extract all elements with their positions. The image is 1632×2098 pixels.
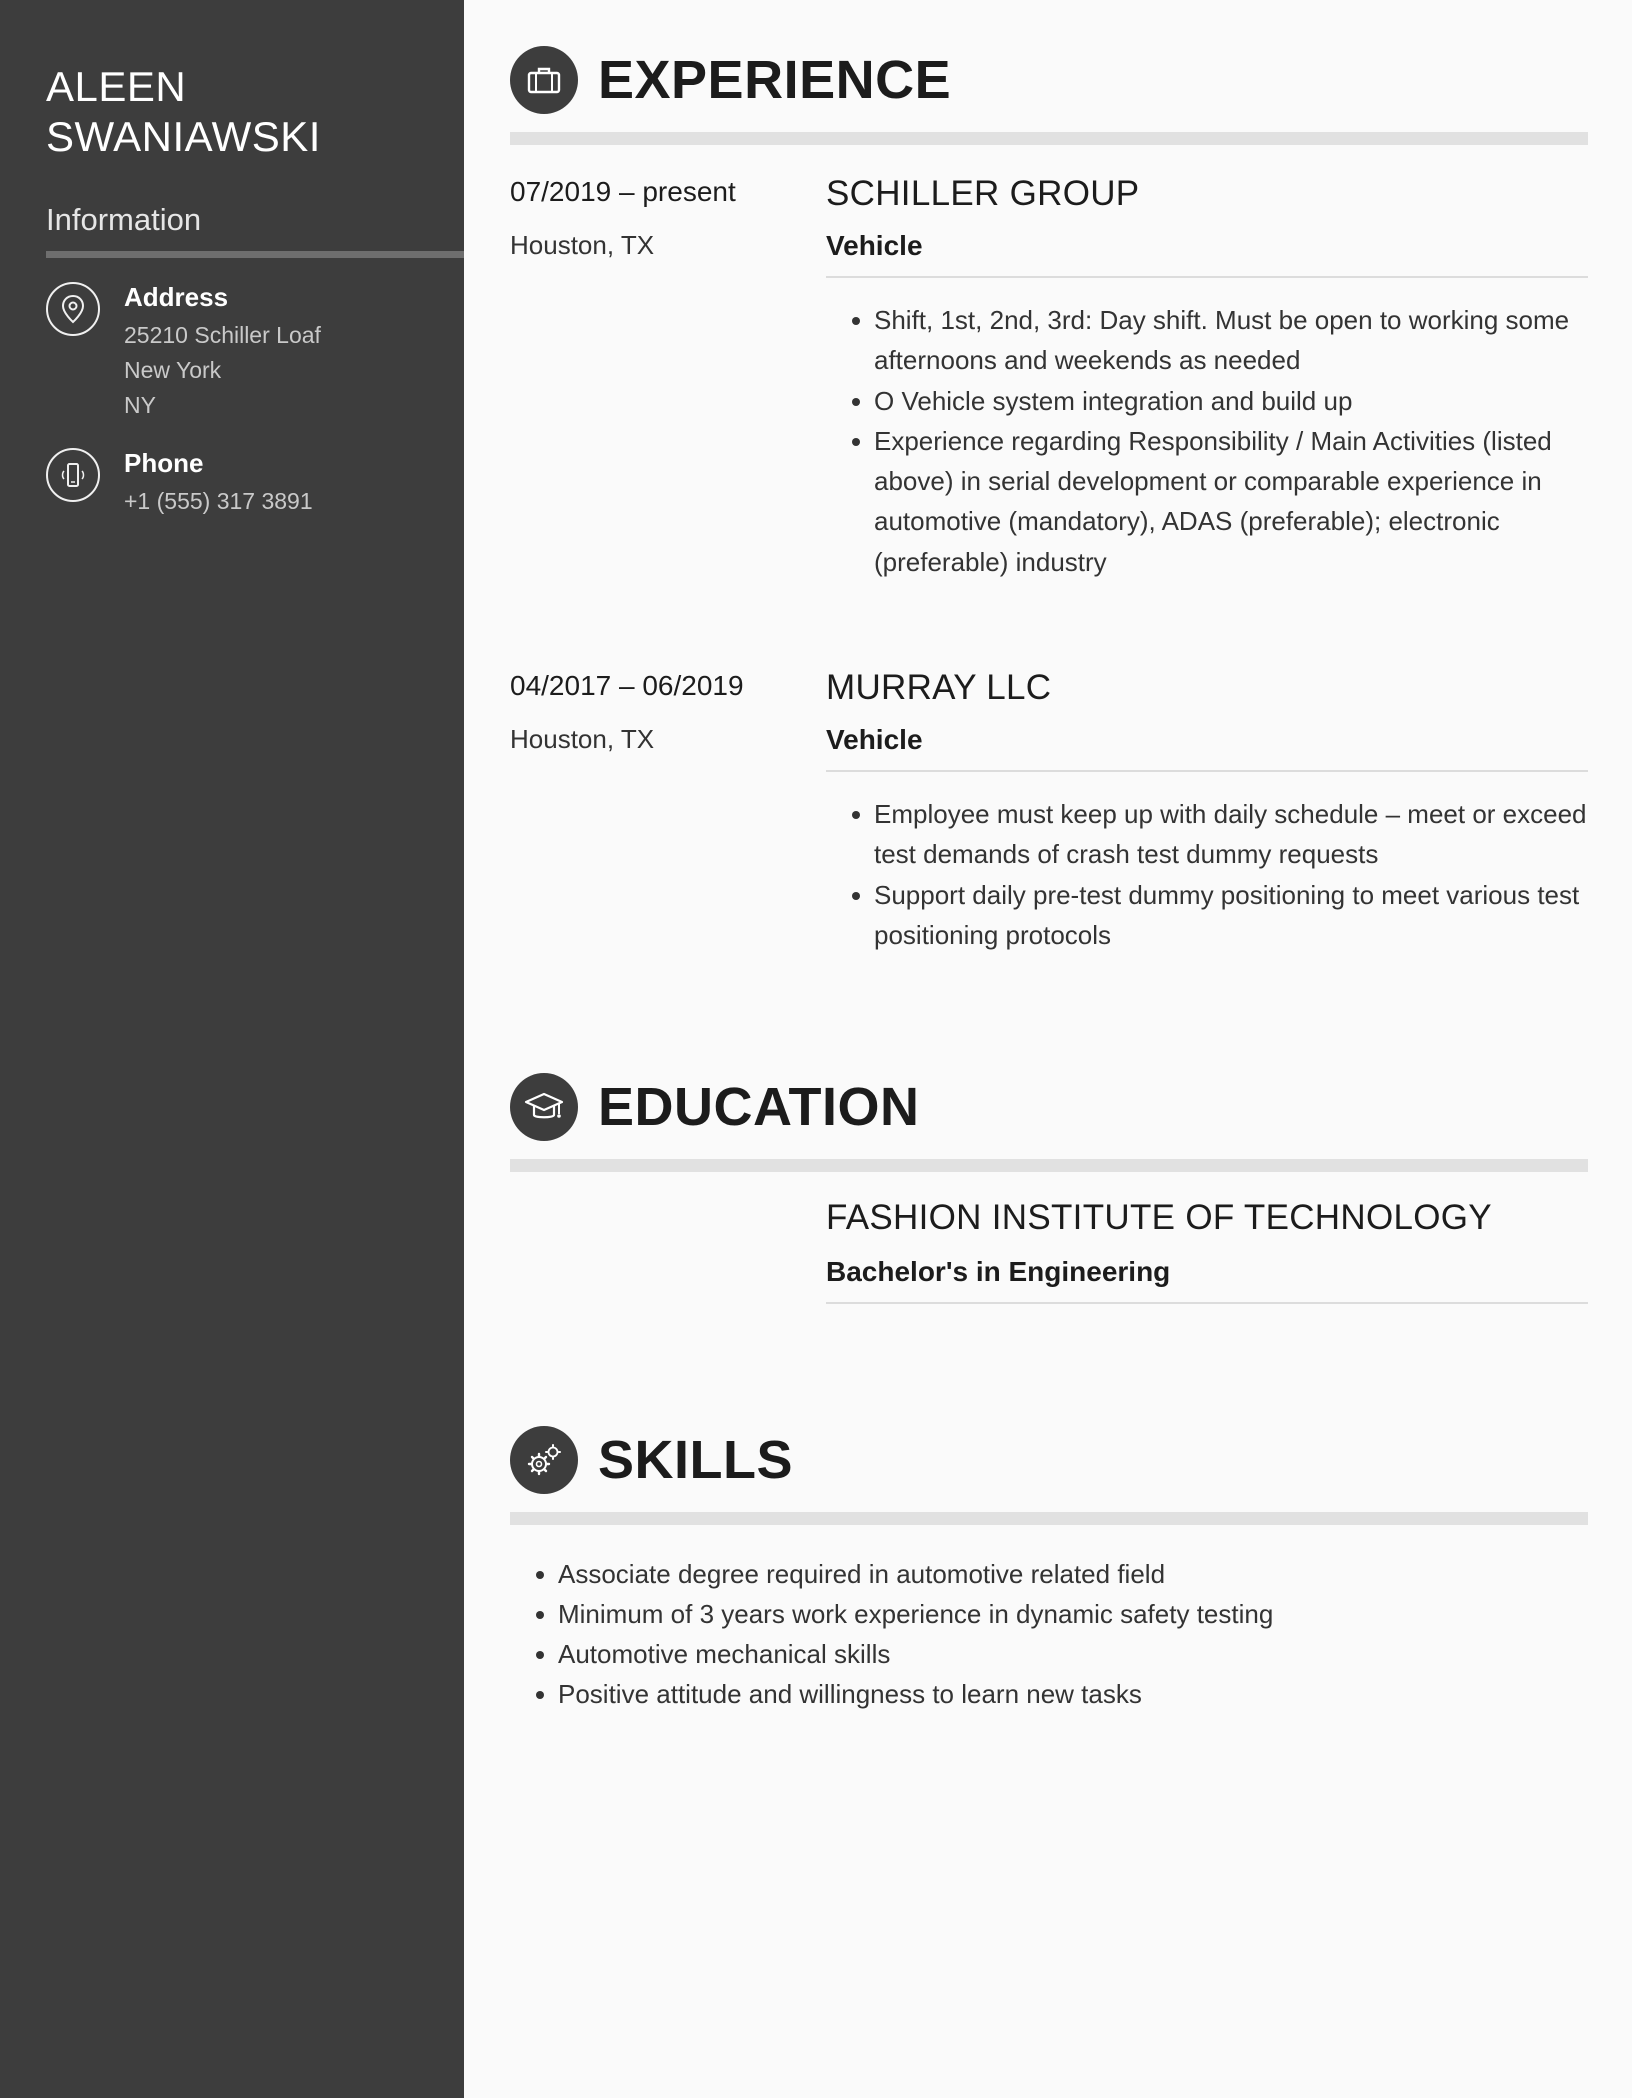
- phone-label: Phone: [124, 448, 204, 478]
- graduation-cap-icon: [510, 1073, 578, 1141]
- list-item: Minimum of 3 years work experience in dynamic safety testing: [558, 1594, 1558, 1634]
- briefcase-icon: [510, 46, 578, 114]
- address-label: Address: [124, 282, 229, 312]
- job-location: Houston, TX: [510, 230, 655, 260]
- address-line: New York: [124, 357, 222, 383]
- school-name: FASHION INSTITUTE OF TECHNOLOGY: [826, 1198, 1492, 1237]
- address-lines: [124, 318, 321, 423]
- degree: Bachelor's in Engineering: [826, 1256, 1171, 1287]
- phone-lines: [124, 484, 313, 519]
- experience-divider: [510, 132, 1588, 145]
- skills-title: SKILLS: [598, 1430, 794, 1490]
- address-line: 25210 Schiller Loaf: [124, 322, 321, 348]
- job-bullets: [874, 300, 1588, 582]
- skills-list: [558, 1554, 1558, 1714]
- experience-title: EXPERIENCE: [598, 50, 952, 110]
- job-role: Vehicle: [826, 724, 923, 755]
- address-line: NY: [124, 392, 156, 418]
- education-divider: [510, 1159, 1588, 1172]
- job-company: MURRAY LLC: [826, 668, 1052, 707]
- job-location: Houston, TX: [510, 724, 655, 754]
- information-heading: Information: [46, 202, 202, 237]
- list-item: Associate degree required in automotive related field: [558, 1554, 1558, 1594]
- information-divider: [46, 251, 464, 258]
- gears-icon: [510, 1426, 578, 1494]
- education-entry-divider: [826, 1302, 1588, 1304]
- skills-divider: [510, 1512, 1588, 1525]
- sidebar: [0, 0, 464, 2098]
- education-entry: [826, 1198, 1588, 1304]
- list-item: Support daily pre-test dummy positioning to meet various test positioning protocols: [874, 875, 1588, 956]
- job-divider: [826, 276, 1588, 278]
- location-pin-icon: [46, 282, 100, 336]
- list-item: Automotive mechanical skills: [558, 1634, 1558, 1674]
- list-item: Experience regarding Responsibility / Main Activities (listed above) in serial development or comparable experience in automotive (mandatory), ADAS (preferable); electronic (preferable) industry: [874, 421, 1588, 582]
- candidate-name: [46, 62, 446, 162]
- name-last: SWANIAWSKI: [46, 113, 321, 160]
- phone-number: +1 (555) 317 3891: [124, 488, 313, 514]
- list-item: O Vehicle system integration and build up: [874, 381, 1588, 421]
- job-date: 04/2017 – 06/2019: [510, 670, 744, 701]
- job-bullets: [874, 794, 1588, 955]
- education-title: EDUCATION: [598, 1077, 920, 1137]
- list-item: Shift, 1st, 2nd, 3rd: Day shift. Must be open to working some afternoons and weekends as needed: [874, 300, 1588, 381]
- list-item: Positive attitude and willingness to learn new tasks: [558, 1674, 1558, 1714]
- job-date: 07/2019 – present: [510, 176, 736, 207]
- name-first: ALEEN: [46, 63, 187, 110]
- job-role: Vehicle: [826, 230, 923, 261]
- job-divider: [826, 770, 1588, 772]
- job-company: SCHILLER GROUP: [826, 174, 1140, 213]
- phone-icon: [46, 448, 100, 502]
- list-item: Employee must keep up with daily schedule – meet or exceed test demands of crash test dummy requests: [874, 794, 1588, 875]
